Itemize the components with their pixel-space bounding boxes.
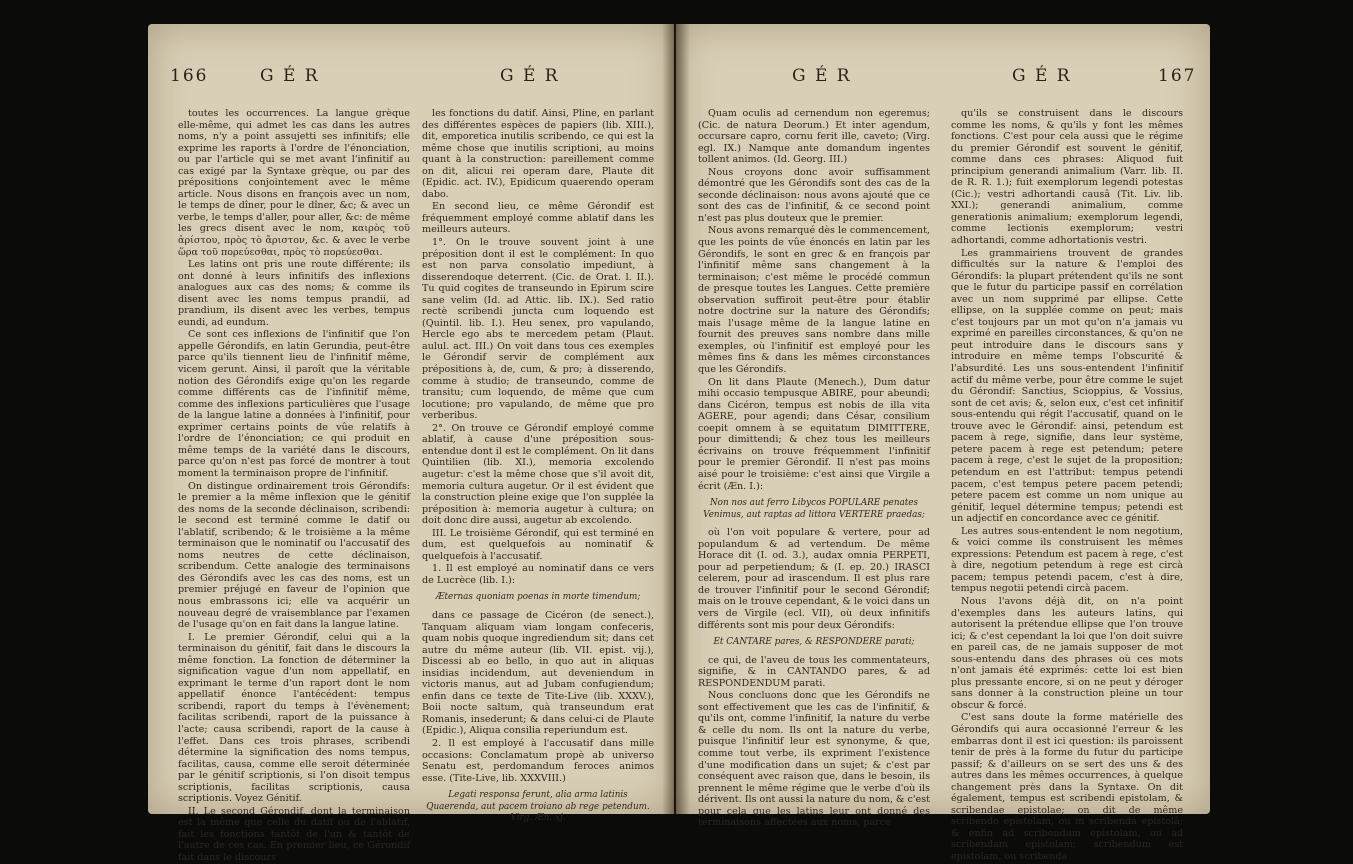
paragraph: Quam oculis ad cernendum non egeremus; (Cic. de natura Deorum.) Et inter agendum, occursare capro, cornu ferit ille, caveto; (Virg. egl. IX.) Namque ante domandum ingentes tollent animos. (Id. Georg. III.) bbox=[698, 108, 930, 166]
paragraph: les fonctions du datif. Ainsi, Pline, en parlant des différentes espèces de papiers (lib. XIII.), dit, emporetica inutilis scribendo, ce qui est la même chose que inutilis scriptioni, au moins quant à la construction: pareillement comme on dit, alicui rei operam dare, Plaute dit (Epidic. act. IV.), Epidicum quaerendo operam dabo. bbox=[422, 108, 654, 200]
paragraph: II. Le second Gérondif, dont la terminaison est la même que celle du datif ou de l'ablatif, fait les fonctions tantôt de l'un & tantôt de l'autre de ces cas. En premier lieu, ce Gérondif fait dans le discours bbox=[178, 805, 410, 863]
paragraph: On lit dans Plaute (Menech.), Dum datur mihi occasio tempusque ABIRE, pour abeundi; dans Cicéron, tempus est nobis de illa vita AGERE, pour agendi; dans César, consilium coepit omnem à se equitatum DIMITTERE, pour dimittendi; & chez tous les meilleurs écrivains on trouve fréquemment l'infinitif pour le premier Gérondif. Il n'est pas moins aisé pour le troisième: c'est ainsi que Virgile a écrit (Æn. I.): bbox=[698, 376, 930, 492]
running-head-left: G É R bbox=[792, 66, 852, 86]
paragraph: Nous concluons donc que les Gérondifs ne sont effectivement que les cas de l'infinitif, & qu'ils ont, comme l'infinitif, la nature du verbe & celle du nom. Ils ont la nature du verbe, puisque l'infinitif leur est synonyme, & que, comme tout verbe, ils expriment l'existence d'une modification dans un sujet; & c'est par conséquent avec raison que, dans le besoin, ils prennent le même régime que le verbe d'où ils dérivent. Ils ont aussi la nature du nom, & c'est pour cela que les latins leur ont donné des terminaisons affectées aux noms, parce bbox=[698, 690, 930, 829]
paragraph: Nous croyons donc avoir suffisamment démontré que les Gérondifs sont des cas de la seconde déclinaison: nous avons ajouté que ce sont des cas de l'infinitif, & ce second point n'est pas plus douteux que le premier. bbox=[698, 166, 930, 224]
right-running-head bbox=[676, 66, 1210, 90]
verse-quote: Non nos aut ferro Libycos POPULARE penates Venimus, aut raptas ad littora VERTERE praedas; bbox=[703, 498, 925, 520]
paragraph: Les grammairiens trouvent de grandes difficultés sur la nature & l'emploi des Gérondifs: la plupart prétendent qu'ils ne sont que le futur du participe passif en corrélation avec un nom supprimé par ellipse. Cette ellipse, on la supplée comme on peut; mais c'est toujours par un mot qu'on n'a jamais vu exprimé en pareilles circonstances, & qu'on ne peut introduire dans le discours sans y introduire en même temps l'obscurité & l'absurdité. Les uns sous-entendent l'infinitif actif du même verbe, pour être comme le sujet du Gérondif: Sanctius, Scioppius, & Vossius, sont de cet avis; &, selon eux, c'est cet infinitif sous-entendu qui régit l'accusatif, quand on le trouve avec le Gérondif: ainsi, petendum est pacem à rege, signifie, dans leur système, petere pacem à rege est petendum; petere pacem à rege, c'est le sujet de la proposition; petendum en est l'attribut: tempus petendi pacem, c'est tempus petere pacem petendi; petere pacem est comme un nom unique au génitif, lequel détermine tempus; petendi est un adjectif en concordance avec ce génitif. bbox=[951, 247, 1183, 525]
paragraph: toutes les occurrences. La langue grèque elle-même, qui admet les cas dans les autres noms, n'y a point assujetti ses infinitifs; elle exprime les raports à l'ordre de l'énonciation, ou par l'article qui se met avant l'infinitif au cas exigé par la Syntaxe grèque, ou par des prépositions conjointement avec le même article. Nous disons en françois avec un nom, le temps de dîner, pour le dîner, &c; & avec un verbe, le temps d'aller, pour aller, &c: de même les grecs disent avec le nom, καιρὸς τοῦ ἀρίστου, πρὸς τὸ ἄριστον, &c. & avec le verbe ὥρα τοῦ πορεύεσθαι, πρὸς τὸ πορεύεσθαι. bbox=[178, 108, 410, 258]
paragraph: Nous avons remarqué dès le commencement, que les points de vûe énoncés en latin par les Gérondifs, le sont en grec & en françois par l'infinitif même sans changement à la terminaison; c'est même le procédé commun de presque toutes les Langues. Cette première observation suffiroit peut-être pour établir notre doctrine sur la nature des Gérondifs; mais l'usage même de la langue latine en fournit des preuves sans nombre dans mille exemples, où l'infinitif est employé pour les mêmes fins & dans les mêmes circonstances que les Gérondifs. bbox=[698, 225, 930, 376]
right-column-1 bbox=[698, 108, 930, 829]
paragraph: En second lieu, ce même Gérondif est fréquemment employé comme ablatif dans les meilleurs auteurs. bbox=[422, 201, 654, 236]
paragraph: On distingue ordinairement trois Gérondifs: le premier a la même inflexion que le génitif des noms de la seconde déclinaison, scribendi: le second est terminé comme le datif ou l'ablatif, scribendo; & le troisième a la même terminaison que le nominatif ou l'accusatif des noms neutres de cette déclinaison, scribendum. Cette analogie des terminaisons des Gérondifs avec les cas des noms, est un premier préjugé en faveur de l'opinion que nous embrassons ici; elle va acquérir un nouveau degré de vraisemblance par l'examen de l'usage qu'on en fait dans la langue latine. bbox=[178, 480, 410, 631]
running-head-right: G É R bbox=[500, 66, 560, 86]
paragraph: qu'ils se construisent dans le discours comme les noms, & qu'ils y font les mêmes fonctions. C'est pour cela aussi que le régime du premier Gérondif est souvent le génitif, comme dans ces phrases: Aliquod fuit principium generandi animalium (Varr. lib. II. de R. R. 1.); fuit exemplorum legendi potestas (Cic.); vestri adhortandi causâ (Tit. Liv. lib. XXI.); generandi animalium, comme generationis animalium; exemplorum legendi, comme lectionis exemplorum; vestri adhortandi, comme adhortationis vestri. bbox=[951, 108, 1183, 247]
verse-quote: Æternas quoniam poenas in morte timendum; bbox=[435, 592, 641, 603]
verse-quote: Et CANTARE pares, & RESPONDERE parati; bbox=[713, 637, 915, 648]
right-column-2 bbox=[951, 108, 1183, 862]
paragraph: C'est sans doute la forme matérielle des Gérondifs qui aura occasionné l'erreur & les embarras dont il est ici question: ils paroissent tenir de près à la forme du futur du participe passif; & d'ailleurs on se sert des uns & des autres dans les mêmes occurrences, à quelque changement près dans la Syntaxe. On dit également, tempus est scribendi epistolam, & scribendae epistolae; on dit de même scribendo epistolam, ou in scribenda epistolâ; & enfin ad scribendum epistolam, ou ad scribendam epistolam; scribendum est epistolam, ou scribenda bbox=[951, 712, 1183, 862]
left-running-head bbox=[148, 66, 674, 90]
page-number: 167 bbox=[1158, 66, 1197, 86]
right-page bbox=[676, 24, 1210, 862]
paragraph: 1°. On le trouve souvent joint à une préposition dont il est le complément: In quo est non parva consolatio impediunt, à disserendoque deterrent. (Cic. de Orat. l. II.). Tu quid cogites de transeundo in Epirum scire sane velim (Id. ad Attic. lib. IX.). Sed ratio rectè scribendi juncta cum loquendo est (Quintil. lib. I.). Heu senex, pro vapulando, Hercle ego abs te mercedem petam (Plaut. aulul. act. III.) On voit dans tous ces exemples le Gérondif servir de complément aux prépositions à, de, cum, & pro; à disserendo, comme à studio; de transeundo, comme de transitu; cum loquendo, de même que cum locutione; pro vapulando, de même que pro verberibus. bbox=[422, 237, 654, 422]
paragraph: III. Le troisième Gérondif, qui est terminé en dum, est quelquefois au nominatif & quelquefois à l'accusatif. bbox=[422, 527, 654, 562]
paragraph: où l'on voit populare & vertere, pour ad populandum & ad vertendum. De même Horace dit (I. od. 3.), audax omnia PERPETI, pour ad perpetiendum; & (I. ep. 20.) IRASCI celerem, pour ad irascendum. Il est plus rare de trouver l'infinitif pour le second Gérondif; mais on le trouve cependant, & le voici dans un vers de Virgile (ecl. VII), où deux infinitifs différents sont mis pour deux Gérondifs: bbox=[698, 527, 930, 631]
paragraph: Les autres sous-entendent le nom negotium, & voici comme ils construisent les mêmes expressions: Petendum est pacem à rege, c'est à dire, negotium petendum à rege est circà pacem; tempus petendi pacem, c'est à dire, tempus negotii petendi circà pacem. bbox=[951, 525, 1183, 595]
verse-quote: Legati responsa ferunt, alia arma latinis Quaerenda, aut pacem troiano ab rege petendum. Virg. Æn. xj. bbox=[426, 790, 650, 824]
paragraph: Les latins ont pris une route différente; ils ont donné à leurs infinitifs des inflexions analogues aux cas des noms; & comme ils disent avec les noms tempus prandii, ad prandium, ils disent avec les verbes, tempus eundi, ad eundum. bbox=[178, 259, 410, 328]
paragraph: 1. Il est employé au nominatif dans ce vers de Lucrèce (lib. I.): bbox=[422, 563, 654, 586]
paragraph: I. Le premier Gérondif, celui qui a la terminaison du génitif, fait dans le discours la même fonction. La fonction de déterminer la signification vague d'un nom appellatif, en exprimant le terme d'un raport dont le nom appellatif énonce l'antécédent: tempus scribendi, raport du temps à l'évènement; facilitas scribendi, raport de la puissance à l'acte; causa scribendi, raport de la cause à l'effet. Dans ces trois phrases, scribendi détermine la signification des noms tempus, facilitas, causa, comme elle seroit déterminée par le génitif scriptionis, si l'on disoit tempus scriptionis, facilitas scriptionis, causa scriptionis. Voyez Génitif. bbox=[178, 631, 410, 805]
paragraph: ce qui, de l'aveu de tous les commentateurs, signifie, & in CANTANDO pares, & ad RESPONDENDUM parati. bbox=[698, 654, 930, 689]
page-number: 166 bbox=[170, 66, 209, 86]
paragraph: 2. Il est employé à l'accusatif dans mille occasions: Conclamatum propè ab universo Senatu est, perdomandum feroces animos esse. (Tite-Live, lib. XXXVIII.) bbox=[422, 737, 654, 784]
paragraph: Nous l'avons déjà dit, on n'a point d'exemples dans les auteurs latins, qui autorisent la prétendue ellipse que l'on trouve ici; & c'est cependant la loi que l'on doit suivre en pareil cas, de ne jamais supposer de mot sous-entendu dans des phrases où ces mots n'ont jamais été exprimés: cette loi est bien plus pressante encore, si on ne peut y déroger sans donner à la construction pleine un tour obscur & forcé. bbox=[951, 595, 1183, 711]
running-head-right: G É R bbox=[1012, 66, 1072, 86]
paragraph: Ce sont ces inflexions de l'infinitif que l'on appelle Gérondifs, en latin Gerundia, peut-être parce qu'ils tiennent lieu de l'infinitif même, vicem gerunt. Ainsi, il paroît que la véritable notion des Gérondifs exige qu'on les regarde comme différents cas de l'infinitif même, comme des inflexions particulières que l'usage de la langue latine a données à l'infinitif, pour exprimer certains points de vûe relatifs à l'ordre de l'énonciation; ce qui produit en même temps de la variété dans le discours, parce qu'on n'est pas forcé de montrer à tout moment la terminaison propre de l'infinitif. bbox=[178, 329, 410, 479]
left-column-1 bbox=[178, 108, 410, 863]
left-column-2 bbox=[422, 108, 654, 824]
left-page bbox=[148, 24, 674, 863]
paragraph: dans ce passage de Cicéron (de senect.), Tanquam aliquam viam longam confeceris, quam nobis quoque ingrediendum sit; dans cet autre du même auteur (lib. VII. epist. vij.), Discessi ab eo bello, in quo aut in aliquas insidias incidendum, aut deveniendum in victoris manus, aut ad Jubam confugiendum; enfin dans ce texte de Tite-Live (lib. XXXV.), Boii nocte saltum, quà transeundum erat Romanis, insederunt; & dans celui-ci de Plaute (Epidic.), Aliqua consilia reperiundum est. bbox=[422, 609, 654, 737]
paragraph: 2°. On trouve ce Gérondif employé comme ablatif, à cause d'une préposition sous-entendue dont il est le complément. On lit dans Quintilien (lib. XI.), memoria excolendo augetur: c'est la même chose que s'il avoit dit, memoria cultura augetur. Or il est évident que la construction pleine exige que l'on supplée la préposition à: memoria augetur à cultura; on doit donc dire aussi, augetur ab excolendo. bbox=[422, 422, 654, 527]
running-head-left: G É R bbox=[260, 66, 320, 86]
